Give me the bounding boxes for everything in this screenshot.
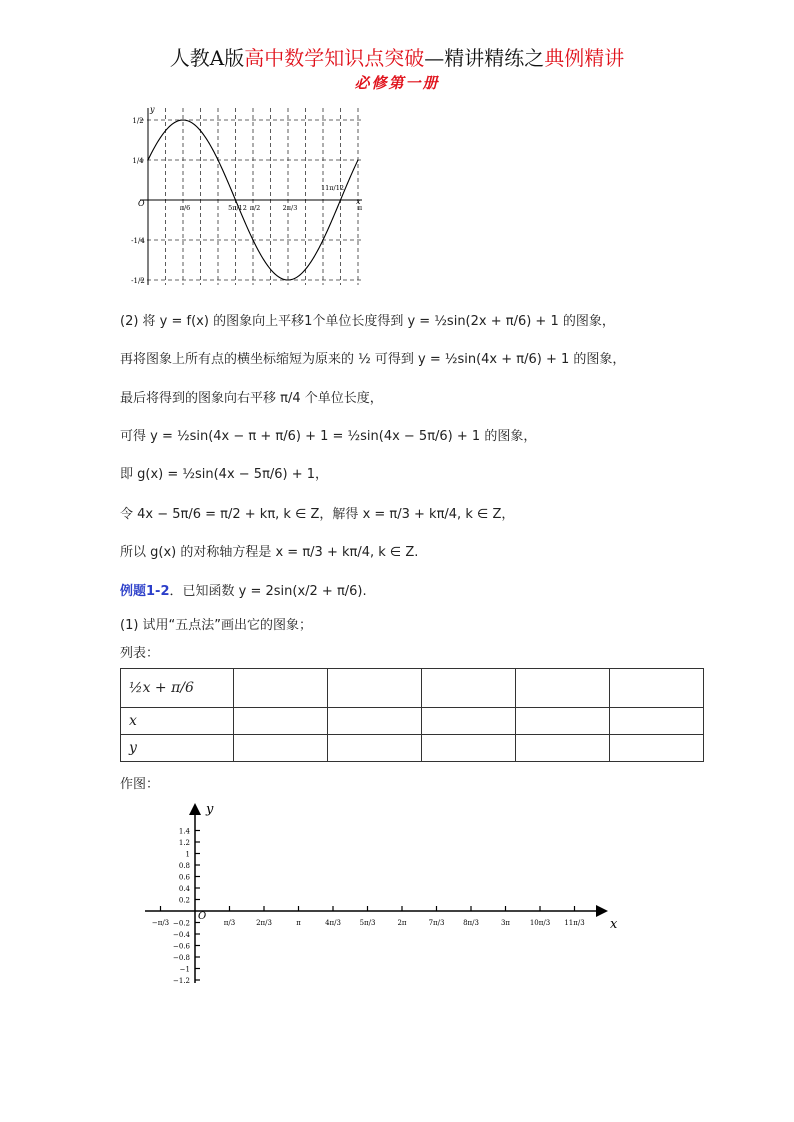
example-text: ．已知函数 y = 2sin(x/2 + π/6). [169, 584, 367, 599]
y-tick-label: 0.2 [178, 896, 190, 905]
text-line: 作图： [120, 777, 160, 792]
origin-label: O [138, 199, 145, 208]
text-line: 列表： [120, 646, 160, 661]
y-tick-label: −1.2 [173, 977, 190, 985]
x-tick-label: π [357, 204, 363, 212]
y-tick-label: 1.4 [178, 827, 190, 836]
x-tick-label: 4π/3 [325, 919, 341, 927]
y-tick-label: -1/4 [131, 237, 145, 245]
x-tick-label: 3π [500, 919, 511, 927]
y-tick-label: −1 [179, 965, 190, 974]
x-tick-label: 5π/12 [228, 204, 247, 212]
x-tick-label: 2π [397, 919, 407, 927]
y-tick-label: −0.6 [173, 942, 190, 951]
x-tick-label: 11π/3 [564, 919, 585, 927]
page-subtitle: 必修第一册 [354, 74, 440, 92]
header-part: 人教A版 [169, 46, 245, 70]
y-tick-label: 1/2 [132, 117, 144, 125]
x-tick-label: 11π/12 [320, 184, 345, 192]
text-line: 可得 y = ½sin(4x − π + π/6) + 1 = ½sin(4x − 5π/6) + 1 的图象， [120, 429, 537, 444]
y-tick-labels [173, 828, 200, 986]
x-axis-label: x [610, 917, 618, 932]
row-header: y [121, 735, 234, 762]
row-header: ½x + π/6 [121, 669, 234, 708]
y-tick-label: −0.2 [173, 919, 190, 928]
text-line: (2) 将 y = f(x) 的图象向上平移1个单位长度得到 y = ½sin(2x + π/6) + 1 的图象， [120, 314, 615, 329]
x-tick-labels [180, 184, 363, 212]
header-part: 典例精讲 [544, 46, 625, 70]
five-point-table [120, 668, 704, 762]
y-tick-label: 1.2 [178, 839, 190, 847]
grid [140, 108, 362, 285]
y-tick-label: 0.8 [178, 862, 190, 870]
x-tick-label: 7π/3 [428, 919, 445, 927]
text-line: 最后将得到的图象向右平移 π/4 个单位长度， [120, 391, 383, 406]
y-axis-label: y [150, 105, 155, 114]
x-tick-label: 2π/3 [282, 204, 298, 212]
x-axis-label: x [356, 197, 361, 206]
sine-graph [130, 100, 370, 295]
x-tick-label: 8π/3 [463, 919, 479, 927]
x-tick-label: 2π/3 [256, 919, 272, 927]
y-tick-label: 0.6 [178, 873, 190, 882]
text-line: 所以 g(x) 的对称轴方程是 x = π/3 + kπ/4, k ∈ Z. [120, 545, 419, 560]
text-line: 令 4x − 5π/6 = π/2 + kπ, k ∈ Z，解得 x = π/3 + kπ/4, k ∈ Z， [120, 507, 515, 522]
y-tick-label: 1/4 [132, 157, 144, 165]
x-tick-label: 10π/3 [529, 919, 551, 927]
y-axis-label: y [206, 802, 214, 817]
table-row [121, 735, 704, 762]
table-row [121, 669, 704, 708]
y-tick-label: −0.4 [173, 931, 190, 939]
x-tick-label: −π/3 [151, 919, 170, 927]
y-tick-label: -1/2 [131, 277, 145, 285]
text-line: 即 g(x) = ½sin(4x − 5π/6) + 1， [120, 467, 329, 482]
x-tick-label: π/6 [179, 204, 191, 212]
row-header: x [121, 708, 234, 735]
origin-label: O [198, 911, 207, 922]
y-tick-label: 0.4 [178, 885, 190, 893]
table-row [121, 708, 704, 735]
x-tick-labels [152, 906, 585, 927]
header-part: —精讲精练之 [424, 46, 545, 70]
x-tick-label: π/2 [249, 204, 261, 212]
header-part: 高中数学知识点突破 [244, 46, 425, 70]
x-tick-label: π [296, 919, 301, 927]
page-header [0, 42, 794, 71]
y-tick-label: 1 [185, 850, 190, 859]
example-line [120, 580, 367, 599]
text-line: 再将图象上所有点的横坐标缩短为原来的 ½ 可得到 y = ½sin(4x + π/6) + 1 的图象， [120, 352, 626, 367]
text-line: (1) 试用“五点法”画出它的图象； [120, 618, 313, 633]
y-tick-label: −0.8 [173, 954, 190, 962]
blank-axes [140, 798, 630, 988]
x-tick-label: 5π/3 [359, 919, 376, 927]
example-label: 例题1-2 [120, 584, 170, 599]
x-tick-label: π/3 [223, 919, 236, 927]
